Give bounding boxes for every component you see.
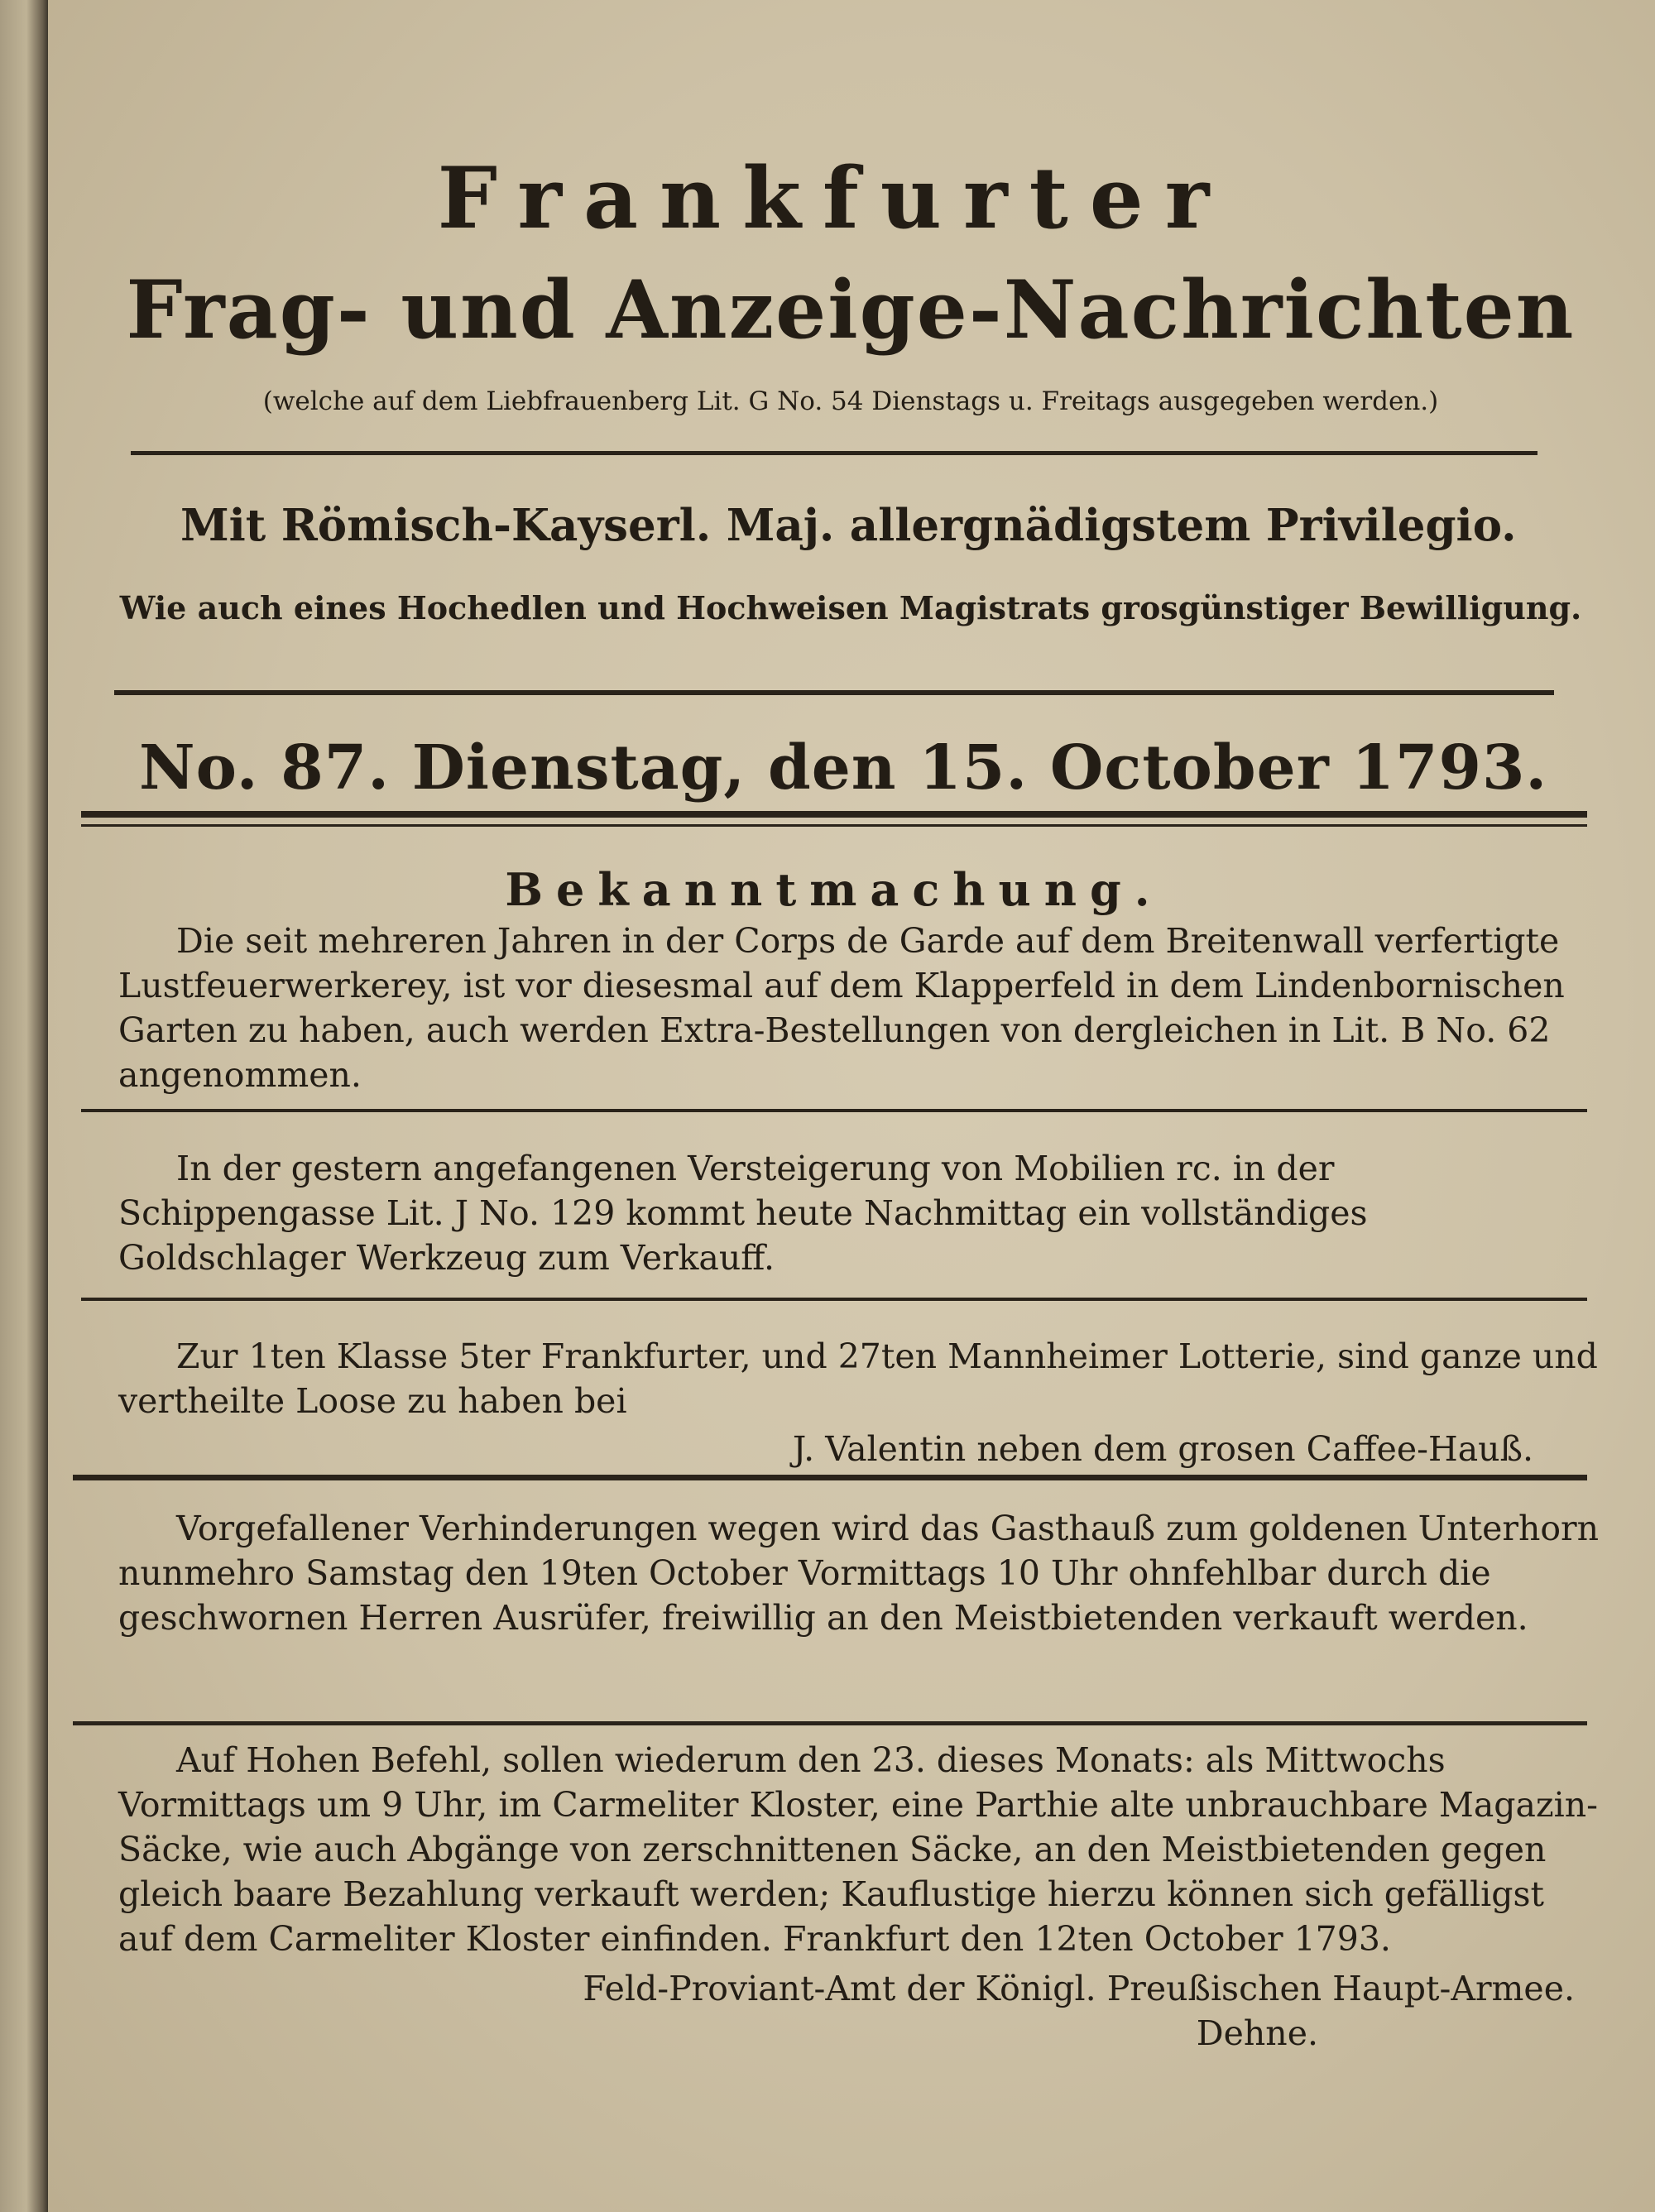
- masthead-line2: Frag- und Anzeige-Nachrichten: [126, 263, 1576, 357]
- notice-1-heading: Bekanntmachung.: [505, 863, 1163, 916]
- masthead-line1: Frankfurter: [437, 149, 1231, 248]
- notice-3-signature: J. Valentin neben dem grosen Caffee-Hauß.: [792, 1429, 1533, 1469]
- notice-2-text: In der gestern angefangenen Versteigerung von Mobilien rc. in der Schippengasse Lit. J No. 129 kommt heute Nachmittag ein vollständiges Goldschlager Werkzeug zum Verkauff.: [118, 1149, 1368, 1278]
- rule-1: [131, 451, 1537, 455]
- rule-2: [114, 690, 1554, 695]
- rule-3b: [81, 824, 1587, 827]
- book-spine-shadow: [0, 0, 48, 2212]
- permission-line: Wie auch eines Hochedlen und Hochweisen Magistrats grosgünstiger Bewilligung.: [119, 589, 1582, 626]
- privilege-line: Mit Römisch-Kayserl. Maj. allergnädigstem Privilegio.: [180, 500, 1517, 551]
- rule-3a: [81, 811, 1587, 818]
- rule-7: [73, 1721, 1587, 1725]
- notice-3: [118, 1334, 1600, 1471]
- rule-6: [73, 1475, 1587, 1480]
- notice-5-signature: Feld-Proviant-Amt der Königl. Preußischen Haupt-Armee.: [583, 1969, 1575, 2008]
- notice-4-text: Vorgefallener Verhinderungen wegen wird das Gasthauß zum goldenen Unterhorn nunmehro Samstag den 19ten October Vormittags 10 Uhr ohnfehlbar durch die geschwornen Herren Ausrüfer, freiwillig an den Meistbietenden verkauft werden.: [118, 1509, 1600, 1638]
- notice-3-text: Zur 1ten Klasse 5ter Frankfurter, und 27ten Mannheimer Lotterie, sind ganze und vertheilte Loose zu haben bei: [118, 1336, 1598, 1421]
- notice-2: [118, 1146, 1600, 1280]
- rule-4: [81, 1109, 1587, 1112]
- notice-5-text: Auf Hohen Befehl, sollen wiederum den 23. dieses Monats: als Mittwochs Vormittags um 9 Uhr, im Carmeliter Kloster, eine Parthie alte unbrauchbare Magazin-Säcke, wie auch Abgänge von zerschnittenen Säcke, an den Meistbietenden gegen gleich baare Bezahlung verkauft werden; Kauflustige hierzu können sich gefälligst auf dem Carmeliter Kloster einfinden. Frankfurt den 12ten October 1793.: [118, 1740, 1598, 1959]
- newspaper-page: [48, 0, 1655, 2212]
- notice-5: [118, 1738, 1600, 2056]
- notice-1: [118, 919, 1600, 1097]
- masthead-subtitle: (welche auf dem Liebfrauenberg Lit. G No. 54 Dienstags u. Freitags ausgegeben werden.): [262, 386, 1439, 416]
- rule-5: [81, 1298, 1587, 1301]
- issue-line: No. 87. Dienstag, den 15. October 1793.: [139, 732, 1548, 804]
- notice-5-signature-name: Dehne.: [1196, 2013, 1318, 2053]
- notice-4: [118, 1506, 1600, 1640]
- notice-1-text: Die seit mehreren Jahren in der Corps de Garde auf dem Breitenwall verfertigte Lustfeuerwerkerey, ist vor diesesmal auf dem Klapperfeld in dem Lindenbornischen Garten zu haben, auch werden Extra-Bestellungen von dergleichen in Lit. B No. 62 angenommen.: [118, 921, 1565, 1095]
